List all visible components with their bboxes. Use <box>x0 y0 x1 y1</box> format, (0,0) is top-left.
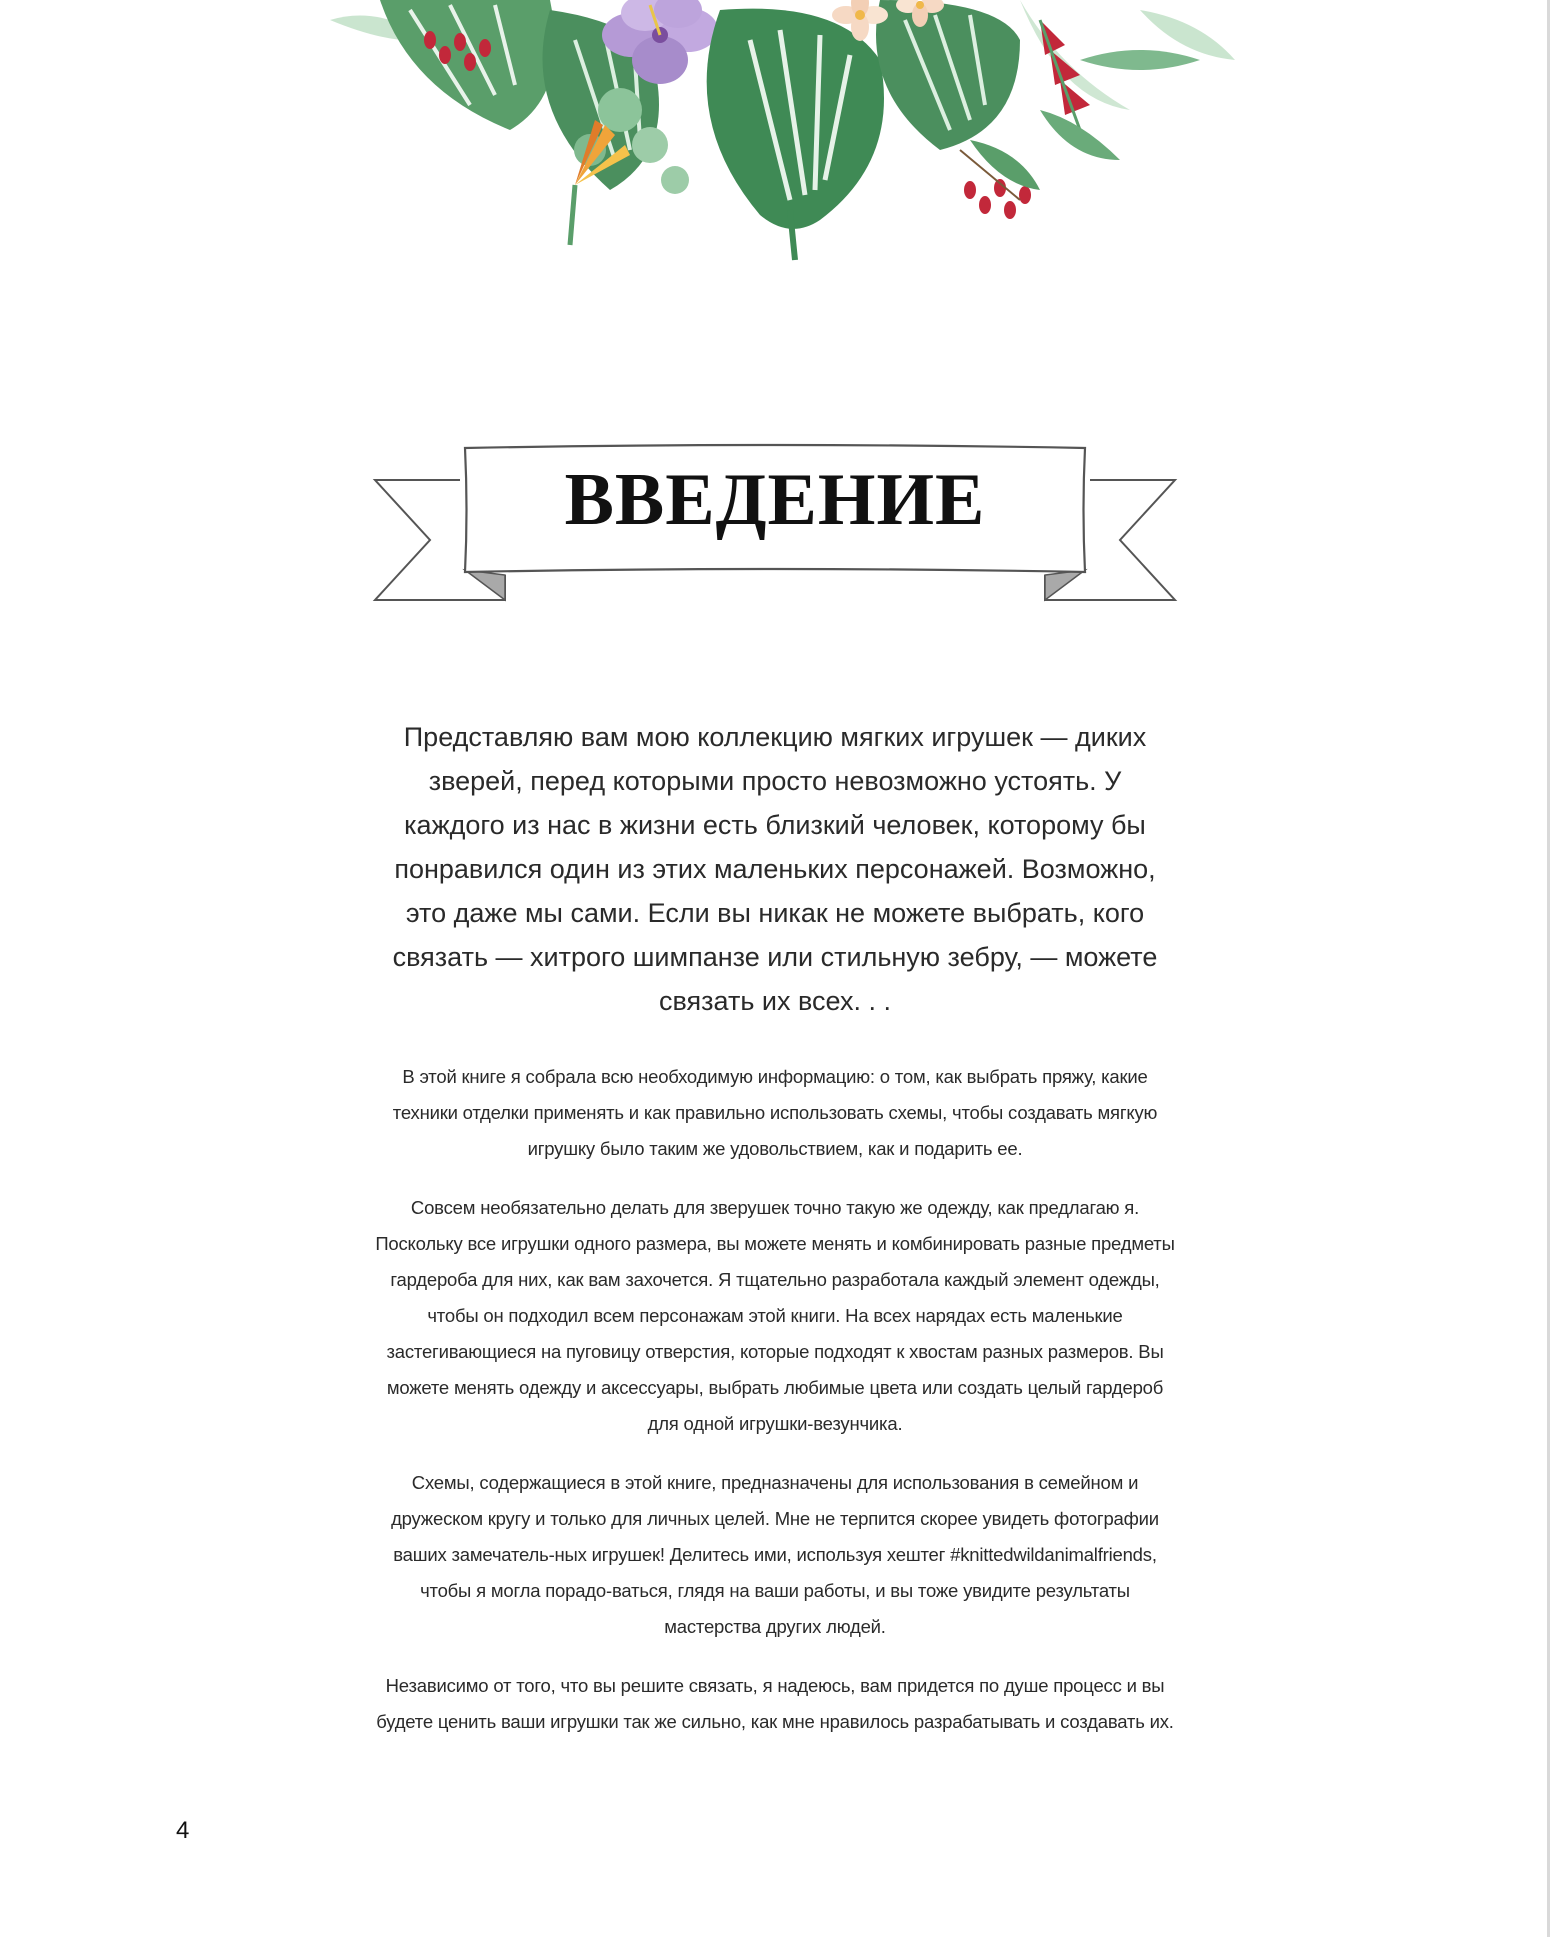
body-paragraph: В этой книге я собрала всю необходимую информацию: о том, как выбрать пряжу, какие техники отделки применять и как правильно использовать схемы, чтобы создавать мягкую игрушку было таким же удовольствием, как и подарить ее. <box>392 1066 1158 1159</box>
body-paragraph: Схемы, содержащиеся в этой книге, предназначены для использования в семейном и дружеском кругу и только для личных целей. Мне не терпится скорее увидеть фотографии ваших замечатель-ных игрушек! Делитесь ими, используя хештег #knittedwildanimalfriends, чтобы я могла порадо-ваться, глядя на ваши работы, и вы тоже увидите результаты мастерства других людей. <box>391 1472 1159 1637</box>
tropical-floral-illustration <box>320 0 1240 270</box>
body-paragraph: Совсем необязательно делать для зверушек точно такую же одежду, как предлагаю я. Поскольку все игрушки одного размера, вы можете менять и комбинировать разные предметы гардероба для них, как вам захочется. Я тщательно разработала каждый элемент одежды, чтобы он подходил всем персонажам этой книги. На всех нарядах есть маленькие застегивающиеся на пуговицу отверстия, которые подходят к хвостам разных размеров. Вы можете менять одежду и аксессуары, выбрать любимые цвета или создать целый гардероб для одной игрушки-везунчика. <box>375 1197 1175 1434</box>
page-title: ВВЕДЕНИЕ <box>564 459 986 541</box>
body-paragraph: Независимо от того, что вы решите связать, я надеюсь, вам придется по душе процесс и вы будете ценить ваши игрушки так же сильно, как мне нравилось разрабатывать и создавать их. <box>376 1675 1174 1732</box>
intro-content <box>370 715 1180 1763</box>
page-number: 4 <box>176 1817 190 1844</box>
lead-paragraph: Представляю вам мою коллекцию мягких игрушек — диких зверей, перед которыми просто невозможно устоять. У каждого из нас в жизни есть близкий человек, которому бы понравился один из этих маленьких персонажей. Возможно, это даже мы сами. Если вы никак не можете выбрать, кого связать — хитрого шимпанзе или стильную зебру, — можете связать их всех. . . <box>392 722 1158 1016</box>
